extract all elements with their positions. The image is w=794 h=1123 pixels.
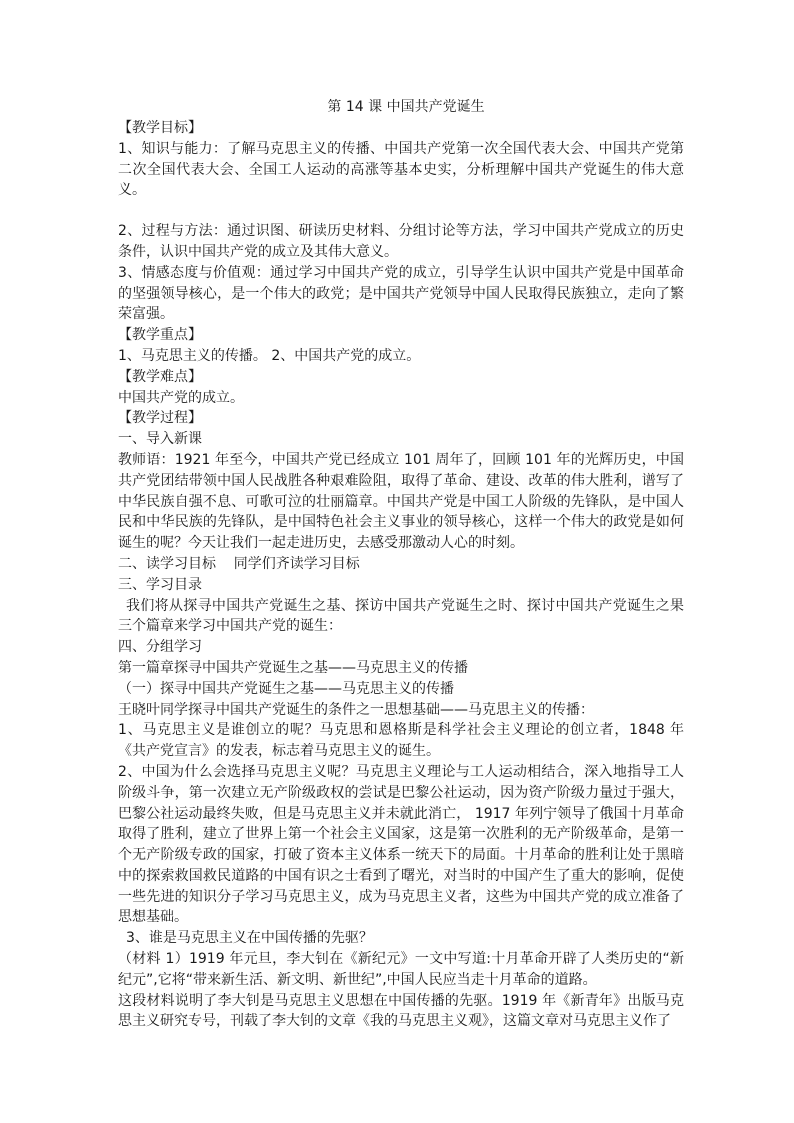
catalog-text: 我们将从探寻中国共产党诞生之基、探访中国共产党诞生之时、探讨中国共产党诞生之果三个篇章来学习中国共产党的诞生：	[118, 597, 684, 635]
heading-teaching-goals: 【教学目标】	[118, 120, 202, 136]
question-one: 1、马克思主义是谁创立的呢？马克思和恩格斯是科学社会主义理论的创立者，1848 年《共产党宣言》的发表，标志着马克思主义的诞生。	[118, 722, 684, 760]
section-group-study: 四、分组学习	[118, 639, 202, 656]
material-explanation: 这段材料说明了李大钊是马克思主义思想在中国传播的先驱。1919 年《新青年》出版马克思主义研究专号，刊载了李大钊的文章《我的马克思主义观》，这篇文章对马克思主义作了	[118, 992, 684, 1030]
chapter-one-title: 第一篇章探寻中国共产党诞生之基——马克思主义的传播	[118, 659, 468, 676]
material-one: （材料 1）1919 年元旦，李大钊在《新纪元》一文中写道:十月革命开辟了人类历史的“新纪元”,它将“带来新生活、新文明、新世纪”,中国人民应当走十月革命的道路。	[118, 951, 684, 988]
goal-process: 2、过程与方法：通过识图、研读历史材料、分组讨论等方法，学习中国共产党成立的历史条件，认识中国共产党的成立及其伟大意义。	[118, 223, 684, 260]
blank-line	[118, 201, 684, 221]
section-read-goals: 二、读学习目标 同学们齐读学习目标	[118, 555, 360, 572]
difficulty-text: 中国共产党的成立。	[118, 389, 244, 406]
key-points-text: 1、马克思主义的传播。 2、中国共产党的成立。	[118, 347, 421, 364]
section-intro-heading: 一、导入新课	[118, 431, 202, 448]
heading-key-points: 【教学重点】	[118, 327, 202, 344]
heading-process: 【教学过程】	[118, 410, 202, 427]
section-catalog-heading: 三、学习目录	[118, 576, 202, 593]
goal-knowledge: 1、知识与能力：了解马克思主义的传播、中国共产党第一次全国代表大会、中国共产党第二次全国代表大会、全国工人运动的高涨等基本史实，分析理解中国共产党诞生的伟大意义。	[118, 140, 684, 199]
chapter-one-subtitle: （一）探寻中国共产党诞生之基——马克思主义的传播	[118, 680, 454, 697]
lesson-title: 第 14 课 中国共产党诞生	[327, 99, 485, 115]
heading-difficulty: 【教学难点】	[118, 368, 202, 385]
question-three: 3、谁是马克思主义在中国传播的先驱？	[126, 930, 373, 947]
goal-values: 3、情感态度与价值观：通过学习中国共产党的成立，引导学生认识中国共产党是中国革命的坚强领导核心，是一个伟大的政党；是中国共产党领导中国人民取得民族独立，走向了繁荣富强。	[118, 264, 684, 323]
student-intro: 王晓叶同学探寻中国共产党诞生的条件之一思想基础——马克思主义的传播：	[118, 701, 594, 718]
teacher-intro-text: 教师语：1921 年至今，中国共产党已经成立 101 周年了，回顾 101 年的光辉历史，中国共产党团结带领中国人民战胜各种艰难险阻，取得了革命、建设、改革的伟大胜利，谱写了中华民族自强不息、可歌可泣的壮丽篇章。中国共产党是中国工人阶级的先锋队，是中国人民和中华民族的先锋队，是中国特色社会主义事业的领导核心，这样一个伟大的政党是如何诞生的呢？今天让我们一起走进历史，去感受那激动人心的时刻。	[118, 451, 684, 552]
question-two: 2、中国为什么会选择马克思主义呢？马克思主义理论与工人运动相结合，深入地指导工人阶级斗争，第一次建立无产阶级政权的尝试是巴黎公社运动，因为资产阶级力量过于强大，巴黎公社运动最终失败，但是马克思主义并未就此消亡， 1917 年列宁领导了俄国十月革命取得了胜利，建立了世界上第一个社会主义国家，这是第一次胜利的无产阶级革命，是第一个无产阶级专政的国家，打破了资本主义体系一统天下的局面。十月革命的胜利让处于黑暗中的探索救国救民道路的中国有识之士看到了曙光，对当时的中国产生了重大的影响，促使一些先进的知识分子学习马克思主义，成为马克思主义者，这些为中国共产党的成立准备了思想基础。	[118, 763, 684, 926]
